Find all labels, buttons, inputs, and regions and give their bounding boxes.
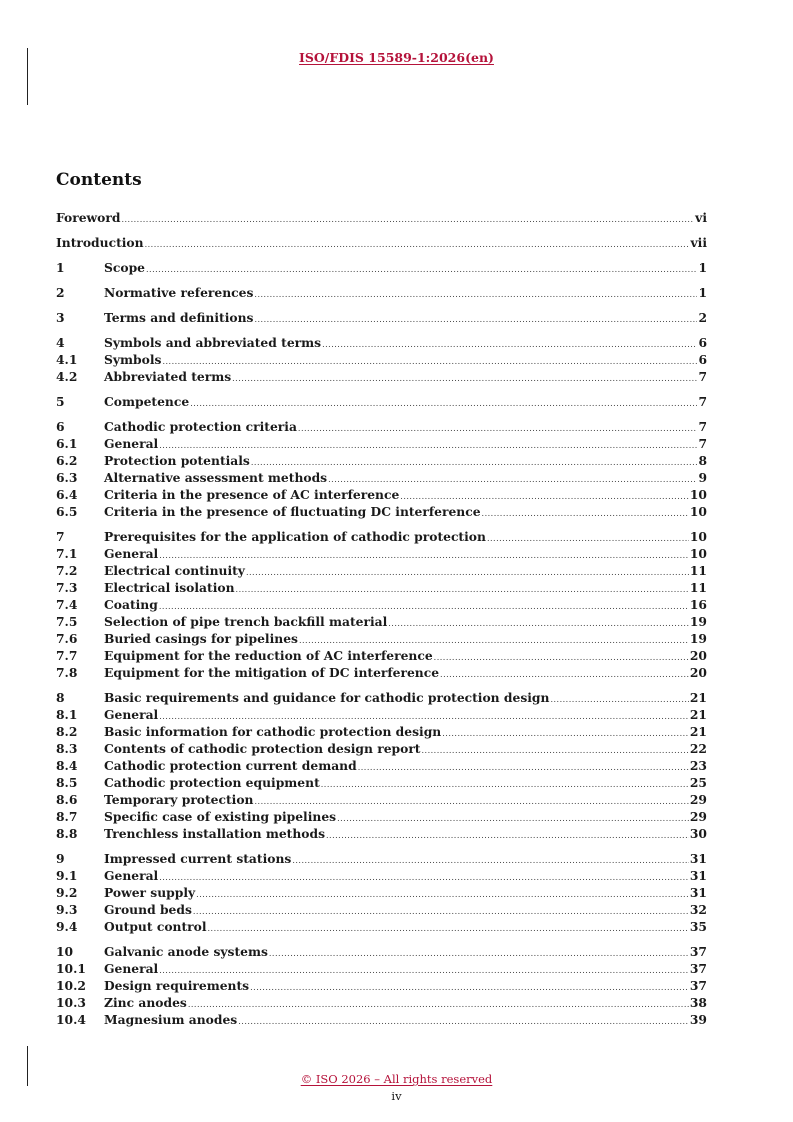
toc-entry-page: 6 [698,335,707,350]
toc-entry[interactable] [56,369,707,386]
toc-entry-title: Equipment for the reduction of AC interference [104,648,433,663]
toc-dot-leader [250,983,689,992]
toc-entry-number: 9 [56,851,65,866]
toc-entry-title: Contents of cathodic protection design report [104,741,421,756]
toc-entry[interactable] [56,614,707,631]
toc-dot-leader [440,670,689,679]
toc-entry[interactable] [56,597,707,614]
toc-entry-number: 10.1 [56,961,86,976]
toc-entry[interactable] [56,631,707,648]
toc-entry-page: 11 [689,563,707,578]
toc-entry-title: Galvanic anode systems [104,944,268,959]
toc-entry-page: 23 [689,758,707,773]
toc-entry-title: Terms and definitions [104,310,254,325]
toc-entry-number: 7.4 [56,597,78,612]
toc-entry-number: 6.5 [56,504,78,519]
toc-dot-leader [254,290,697,299]
toc-entry-number: 7.7 [56,648,78,663]
toc-entry-title: Impressed current stations [104,851,292,866]
toc-entry[interactable] [56,394,707,411]
toc-dot-leader [434,653,689,662]
toc-entry-page: 6 [698,352,707,367]
toc-entry[interactable] [56,352,707,369]
toc-dot-leader [358,763,689,772]
toc-entry[interactable] [56,546,707,563]
toc-entry-page: 20 [689,648,707,663]
toc-entry[interactable] [56,707,707,724]
document-id[interactable]: ISO/FDIS 15589-1:2026(en) [299,50,494,65]
toc-entry[interactable] [56,851,707,868]
toc-entry-number: 10.2 [56,978,86,993]
toc-entry-title: General [104,436,159,451]
toc-entry-page: 2 [698,310,707,325]
toc-entry-title: Introduction [56,235,144,250]
toc-dot-leader [159,441,697,450]
toc-entry-number: 7.3 [56,580,78,595]
toc-entry-title: General [104,961,159,976]
toc-entry-title: Scope [104,260,145,275]
toc-entry-title: Magnesium anodes [104,1012,238,1027]
toc-dot-leader [146,265,697,274]
toc-group [56,851,707,936]
toc-entry[interactable] [56,580,707,597]
toc-entry-page: vii [690,235,707,250]
toc-dot-leader [159,712,689,721]
toc-dot-leader [238,1017,689,1026]
toc-entry[interactable] [56,978,707,995]
toc-entry-number: 1 [56,260,65,275]
toc-dot-leader [159,966,689,975]
toc-dot-leader [232,374,697,383]
toc-entry-title: Cathodic protection criteria [104,419,297,434]
toc-entry-page: 10 [689,487,707,502]
toc-dot-leader [236,585,689,594]
toc-dot-leader [322,340,697,349]
toc-entry-page: 39 [689,1012,707,1027]
toc-entry[interactable] [56,961,707,978]
toc-entry-page: 37 [689,978,707,993]
toc-entry-page: 37 [689,961,707,976]
toc-entry-number: 9.3 [56,902,78,917]
toc-entry-number: 8.4 [56,758,78,773]
toc-entry-title: Electrical isolation [104,580,235,595]
toc-dot-leader [159,873,689,882]
toc-entry[interactable] [56,919,707,936]
toc-entry[interactable] [56,504,707,521]
toc-entry-number: 8.6 [56,792,78,807]
toc-entry-number: 9.4 [56,919,78,934]
toc-dot-leader [328,475,697,484]
toc-entry[interactable] [56,995,707,1012]
toc-entry-title: Criteria in the presence of fluctuating DC interference [104,504,481,519]
toc-entry-number: 6.4 [56,487,78,502]
toc-entry-page: 35 [689,919,707,934]
page-number: iv [391,1089,402,1103]
toc-entry-page: 20 [689,665,707,680]
toc-dot-leader [550,695,688,704]
toc-entry[interactable] [56,775,707,792]
toc-entry-number: 9.1 [56,868,78,883]
toc-dot-leader [159,551,689,560]
toc-entry-page: 29 [689,792,707,807]
toc-entry-page: 16 [689,597,707,612]
toc-entry[interactable] [56,885,707,902]
toc-group [56,235,707,252]
toc-dot-leader [159,602,689,611]
toc-entry-title: Foreword [56,210,121,225]
toc-entry-number: 4.2 [56,369,78,384]
toc-entry-page: 19 [689,614,707,629]
toc-entry[interactable] [56,335,707,352]
toc-dot-leader [196,890,689,899]
toc-dot-leader [255,797,689,806]
toc-entry[interactable] [56,563,707,580]
toc-entry-number: 6.3 [56,470,78,485]
toc-dot-leader [442,729,689,738]
toc-group [56,260,707,277]
toc-entry[interactable] [56,648,707,665]
toc-entry[interactable] [56,809,707,826]
toc-entry-number: 10.4 [56,1012,86,1027]
toc-dot-leader [292,856,689,865]
toc-dot-leader [487,534,689,543]
toc-dot-leader [269,949,689,958]
toc-entry-title: Basic information for cathodic protection design [104,724,442,739]
toc-dot-leader [326,831,689,840]
toc-entry-page: 38 [689,995,707,1010]
toc-dot-leader [422,746,689,755]
toc-entry-title: Equipment for the mitigation of DC interference [104,665,440,680]
toc-entry-number: 6 [56,419,65,434]
toc-entry[interactable] [56,665,707,682]
toc-entry[interactable] [56,944,707,961]
toc-entry-number: 6.1 [56,436,78,451]
toc-entry-title: General [104,868,159,883]
toc-entry-title: Cathodic protection equipment [104,775,320,790]
toc-dot-leader [193,907,689,916]
toc-group [56,944,707,1029]
toc-entry-title: General [104,546,159,561]
toc-entry-number: 7.5 [56,614,78,629]
toc-group [56,285,707,302]
toc-entry-number: 8.5 [56,775,78,790]
toc-entry[interactable] [56,902,707,919]
page-title: Contents [56,170,142,190]
toc-entry-number: 8.7 [56,809,78,824]
toc-entry[interactable] [56,260,707,277]
toc-entry-number: 7.6 [56,631,78,646]
toc-dot-leader [188,1000,689,1009]
toc-entry-title: General [104,707,159,722]
toc-dot-leader [298,424,698,433]
toc-entry-number: 7.1 [56,546,78,561]
toc-entry-number: 9.2 [56,885,78,900]
toc-group [56,529,707,682]
toc-entry-page: 1 [698,285,707,300]
toc-entry-page: 8 [698,453,707,468]
toc-entry-page: 7 [698,419,707,434]
toc-group [56,310,707,327]
copyright-notice[interactable]: © ISO 2026 – All rights reserved [300,1072,493,1086]
toc-entry-page: 7 [698,436,707,451]
toc-entry-title: Selection of pipe trench backfill material [104,614,388,629]
toc-entry-number: 8 [56,690,65,705]
toc-entry-page: 21 [689,724,707,739]
toc-entry-title: Protection potentials [104,453,250,468]
toc-entry[interactable] [56,1012,707,1029]
toc-entry-page: 31 [689,868,707,883]
toc-entry[interactable] [56,529,707,546]
toc-group [56,419,707,521]
toc-group [56,394,707,411]
toc-dot-leader [162,357,697,366]
toc-dot-leader [246,568,689,577]
toc-entry-page: 31 [689,851,707,866]
toc-entry-title: Temporary protection [104,792,254,807]
toc-entry-page: 32 [689,902,707,917]
toc-entry[interactable] [56,436,707,453]
toc-dot-leader [145,240,690,249]
toc-dot-leader [337,814,689,823]
toc-dot-leader [321,780,689,789]
toc-entry-number: 7.2 [56,563,78,578]
toc-entry[interactable] [56,310,707,327]
toc-entry-title: Prerequisites for the application of cathodic protection [104,529,486,544]
toc-entry-page: 7 [698,369,707,384]
toc-entry-title: Electrical continuity [104,563,245,578]
toc-entry-number: 8.1 [56,707,78,722]
toc-group [56,210,707,227]
toc-dot-leader [251,458,698,467]
toc-entry[interactable] [56,741,707,758]
toc-entry-number: 7.8 [56,665,78,680]
toc-entry-title: Alternative assessment methods [104,470,328,485]
toc-entry[interactable] [56,487,707,504]
toc-entry-page: 10 [689,504,707,519]
toc-entry-title: Design requirements [104,978,250,993]
toc-entry-title: Output control [104,919,207,934]
toc-entry-title: Symbols [104,352,162,367]
toc-dot-leader [190,399,697,408]
toc-entry-page: 19 [689,631,707,646]
toc-entry[interactable] [56,285,707,302]
toc-entry-number: 6.2 [56,453,78,468]
toc-entry[interactable] [56,470,707,487]
toc-entry-number: 10 [56,944,74,959]
toc-entry-page: 1 [698,260,707,275]
toc-entry[interactable] [56,210,707,227]
toc-entry[interactable] [56,792,707,809]
toc-entry-number: 5 [56,394,65,409]
toc-dot-leader [388,619,689,628]
toc-entry-page: 7 [698,394,707,409]
toc-entry-page: 22 [689,741,707,756]
toc-entry-number: 2 [56,285,65,300]
toc-entry-title: Abbreviated terms [104,369,232,384]
toc-entry-title: Symbols and abbreviated terms [104,335,322,350]
toc-entry-number: 8.8 [56,826,78,841]
toc-group [56,690,707,843]
toc-dot-leader [299,636,689,645]
toc-entry-number: 3 [56,310,65,325]
table-of-contents [56,210,707,1037]
toc-entry-title: Normative references [104,285,254,300]
toc-entry-page: 9 [698,470,707,485]
toc-entry-title: Zinc anodes [104,995,187,1010]
toc-entry-number: 7 [56,529,65,544]
toc-dot-leader [400,492,689,501]
toc-entry-title: Buried casings for pipelines [104,631,298,646]
toc-entry-page: vi [695,210,707,225]
toc-dot-leader [482,509,689,518]
toc-entry-page: 31 [689,885,707,900]
toc-group [56,335,707,386]
toc-entry-title: Competence [104,394,190,409]
toc-entry-page: 29 [689,809,707,824]
toc-entry-number: 4 [56,335,65,350]
toc-entry[interactable] [56,826,707,843]
toc-entry-title: Criteria in the presence of AC interference [104,487,400,502]
toc-entry-page: 21 [689,707,707,722]
toc-entry-title: Specific case of existing pipelines [104,809,337,824]
toc-entry[interactable] [56,453,707,470]
toc-entry-page: 10 [689,529,707,544]
toc-entry-title: Coating [104,597,158,612]
toc-entry-number: 4.1 [56,352,78,367]
toc-entry-title: Basic requirements and guidance for cathodic protection design [104,690,550,705]
toc-entry[interactable] [56,419,707,436]
toc-entry[interactable] [56,724,707,741]
toc-dot-leader [254,315,697,324]
toc-entry[interactable] [56,690,707,707]
toc-entry-title: Ground beds [104,902,192,917]
toc-dot-leader [121,215,694,224]
toc-entry-page: 30 [689,826,707,841]
toc-entry-page: 25 [689,775,707,790]
toc-entry-number: 8.3 [56,741,78,756]
toc-entry[interactable] [56,758,707,775]
toc-entry-page: 21 [689,690,707,705]
toc-entry-title: Trenchless installation methods [104,826,325,841]
toc-dot-leader [208,924,689,933]
toc-entry[interactable] [56,235,707,252]
toc-entry-page: 37 [689,944,707,959]
toc-entry-page: 11 [689,580,707,595]
toc-entry-title: Cathodic protection current demand [104,758,357,773]
toc-entry-number: 10.3 [56,995,86,1010]
toc-entry-title: Power supply [104,885,196,900]
toc-entry[interactable] [56,868,707,885]
toc-entry-number: 8.2 [56,724,78,739]
toc-entry-page: 10 [689,546,707,561]
